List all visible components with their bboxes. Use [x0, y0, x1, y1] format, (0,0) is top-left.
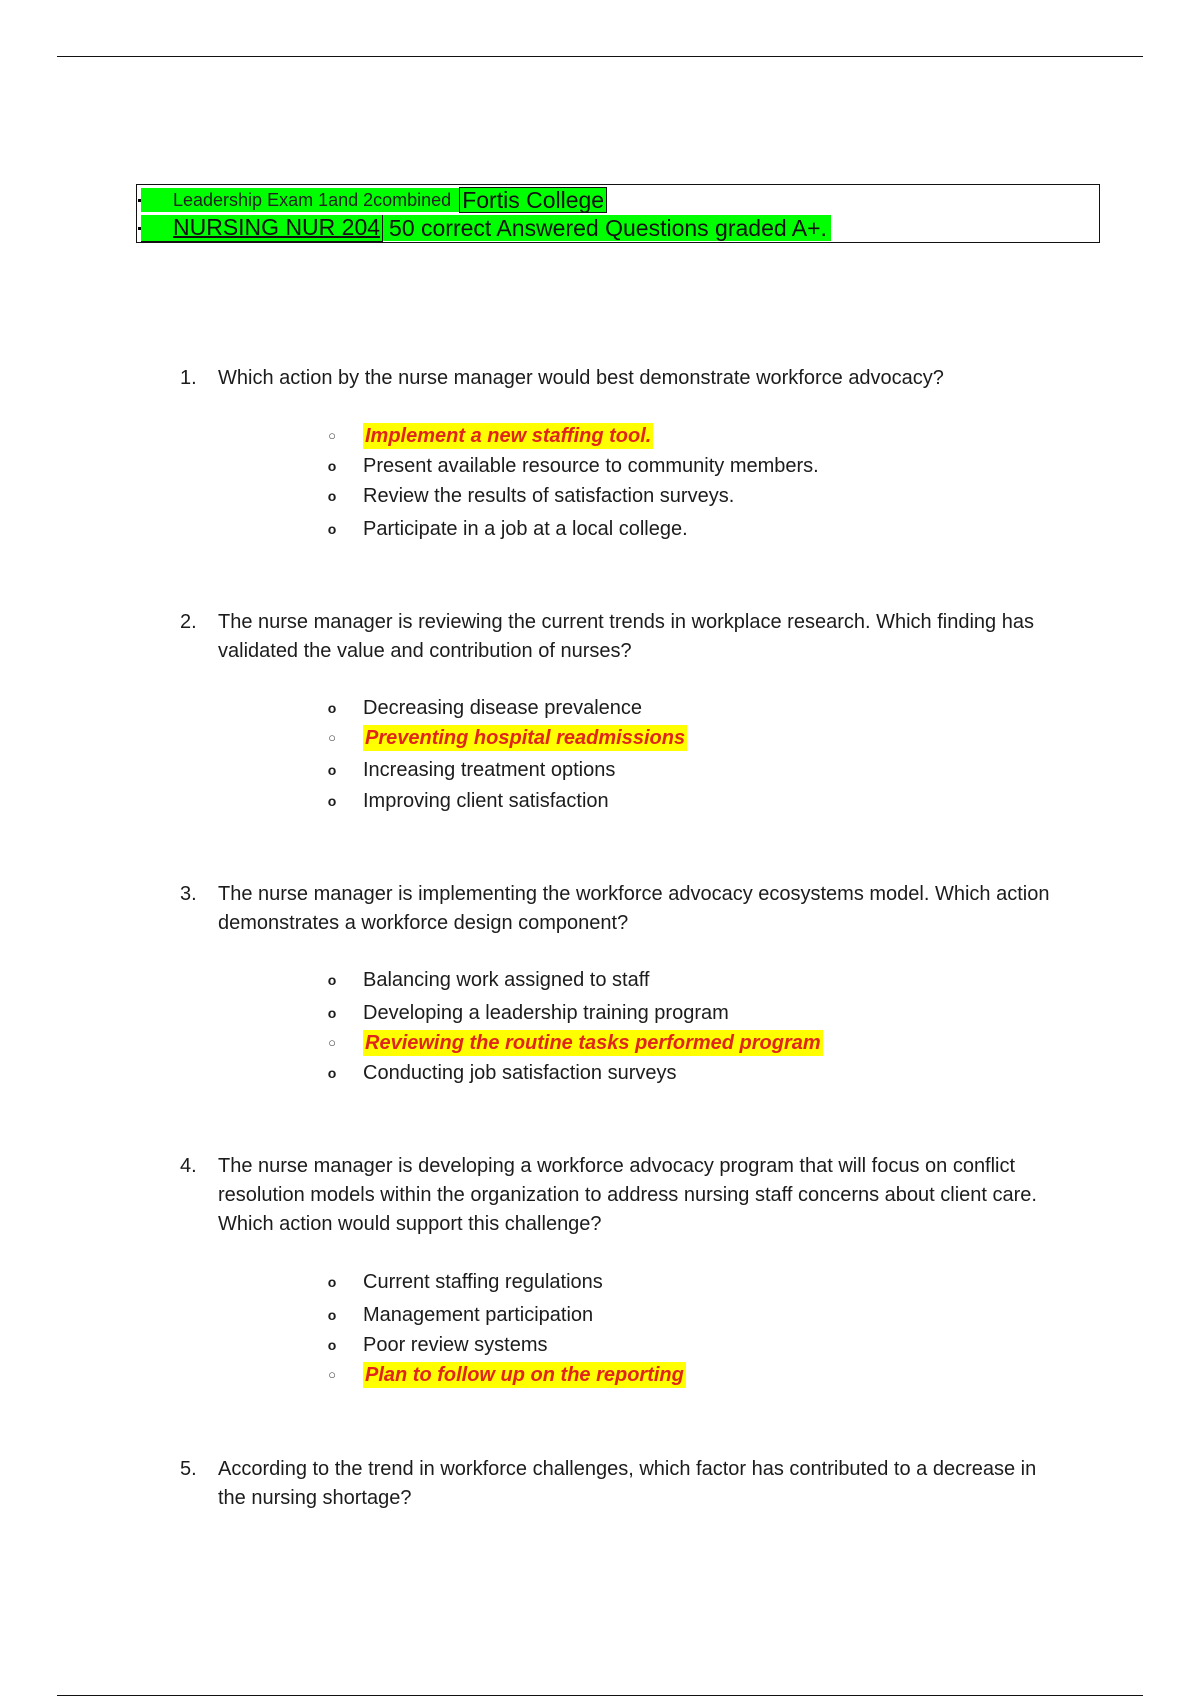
- option-text: Current staffing regulations: [363, 1270, 603, 1293]
- option-text: Poor review systems: [363, 1333, 548, 1356]
- question-number: 5.: [180, 1458, 197, 1480]
- option-item: [325, 998, 729, 1028]
- question-number: 3.: [180, 883, 197, 905]
- circle-bullet-icon: o: [327, 762, 337, 778]
- circle-bullet-icon: o: [327, 1065, 337, 1081]
- option-text: Conducting job satisfaction surveys: [363, 1061, 677, 1084]
- option-item: [325, 723, 687, 753]
- document-header-box: [136, 184, 1100, 243]
- option-item: [325, 421, 653, 451]
- option-item: [325, 965, 649, 995]
- circle-bullet-icon: o: [327, 700, 337, 716]
- correct-answer: Preventing hospital readmissions: [365, 727, 686, 749]
- question-text: The nurse manager is developing a workforce advocacy program that will focus on conflict resolution models within the organization to address nursing staff concerns about client care. Which action would support this challenge?: [218, 1155, 1037, 1235]
- hollow-circle-bullet-icon: ○: [328, 1035, 336, 1050]
- option-text: Review the results of satisfaction surveys.: [363, 484, 735, 507]
- option-item: [325, 1058, 677, 1088]
- circle-bullet-icon: o: [327, 1005, 337, 1021]
- circle-bullet-icon: o: [327, 458, 337, 474]
- option-text: Management participation: [363, 1303, 594, 1326]
- header-line-2: [137, 214, 831, 242]
- question-text: According to the trend in workforce challenges, which factor has contributed to a decrease in the nursing shortage?: [218, 1458, 1037, 1509]
- question-3: [180, 880, 1060, 938]
- question-text: Which action by the nurse manager would best demonstrate workforce advocacy?: [218, 367, 944, 389]
- option-item: [325, 1360, 686, 1390]
- exam-description: 50 correct Answered Questions graded A+.: [383, 215, 831, 241]
- question-number: 4.: [180, 1155, 197, 1177]
- option-item: [325, 1267, 603, 1297]
- question-text: The nurse manager is reviewing the current trends in workplace research. Which finding has validated the value and contribution of nurses?: [218, 611, 1034, 662]
- option-item: [325, 1330, 548, 1360]
- hollow-circle-bullet-icon: ○: [328, 428, 336, 443]
- hollow-circle-bullet-icon: ○: [328, 1367, 336, 1382]
- circle-bullet-icon: o: [327, 1337, 337, 1353]
- correct-answer: Implement a new staffing tool.: [365, 425, 652, 447]
- circle-bullet-icon: o: [327, 1274, 337, 1290]
- option-text: Present available resource to community members.: [363, 454, 819, 477]
- circle-bullet-icon: o: [327, 793, 337, 809]
- circle-bullet-icon: o: [327, 1307, 337, 1323]
- college-name: Fortis College: [459, 187, 607, 213]
- top-rule: [57, 56, 1143, 57]
- circle-bullet-icon: o: [327, 972, 337, 988]
- option-text: Increasing treatment options: [363, 758, 616, 781]
- bottom-rule: [57, 1695, 1143, 1696]
- header-line-1: [137, 186, 607, 214]
- question-5: [180, 1455, 1060, 1513]
- option-text: Decreasing disease prevalence: [363, 696, 643, 719]
- option-text: Balancing work assigned to staff: [363, 968, 650, 991]
- option-item: [325, 481, 734, 511]
- question-number: 1.: [180, 367, 197, 389]
- correct-answer: Reviewing the routine tasks performed program: [365, 1032, 821, 1054]
- option-text: Participate in a job at a local college.: [363, 517, 688, 540]
- option-item: [325, 786, 609, 816]
- option-item: [325, 755, 615, 785]
- hollow-circle-bullet-icon: ○: [328, 730, 336, 745]
- course-code: NURSING NUR 204: [141, 215, 383, 242]
- option-item: [325, 1028, 823, 1058]
- option-item: [325, 1300, 593, 1330]
- question-text: The nurse manager is implementing the workforce advocacy ecosystems model. Which action demonstrates a workforce design component?: [218, 883, 1050, 934]
- circle-bullet-icon: o: [327, 488, 337, 504]
- question-2: [180, 608, 1060, 666]
- circle-bullet-icon: o: [327, 521, 337, 537]
- correct-answer: Plan to follow up on the reporting: [365, 1364, 684, 1386]
- question-4: [180, 1152, 1060, 1239]
- exam-title: Leadership Exam 1and 2combined: [141, 188, 459, 212]
- question-number: 2.: [180, 611, 197, 633]
- option-item: [325, 451, 819, 481]
- option-item: [325, 514, 688, 544]
- question-1: [180, 364, 1060, 393]
- option-text: Improving client satisfaction: [363, 789, 609, 812]
- option-text: Developing a leadership training program: [363, 1001, 729, 1024]
- option-item: [325, 693, 642, 723]
